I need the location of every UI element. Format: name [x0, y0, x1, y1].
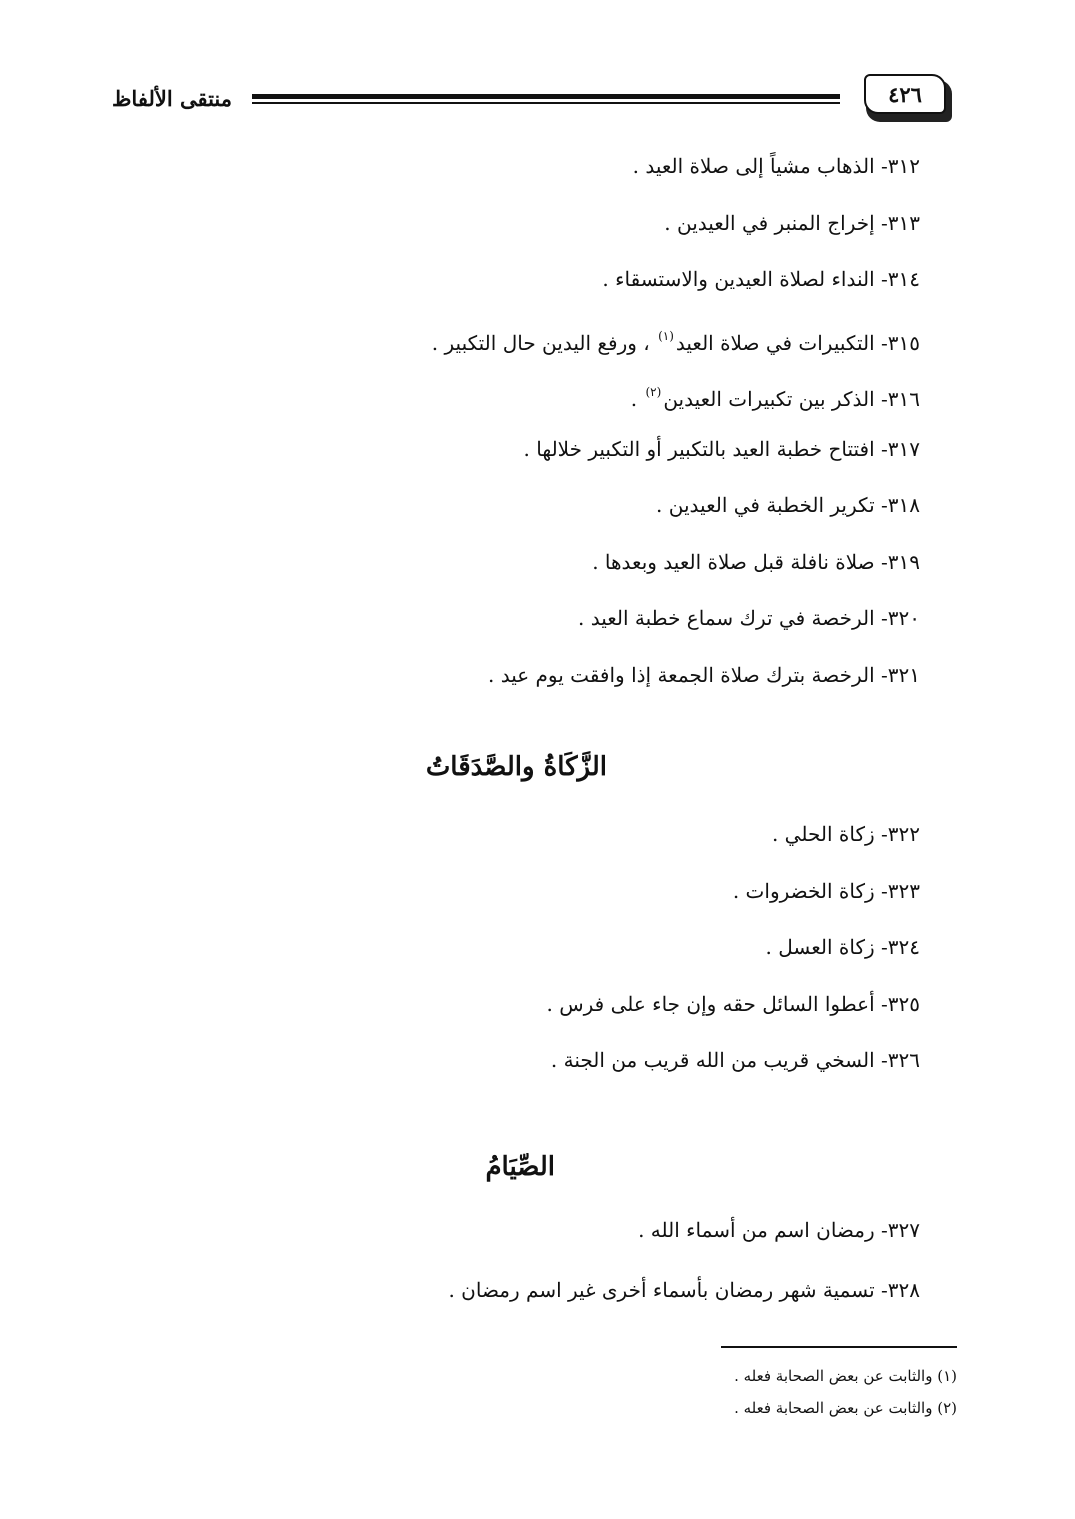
list-item: ٣١٩- صلاة نافلة قبل صلاة العيد وبعدها . [592, 549, 920, 574]
list-item: ٣٢٢- زكاة الحلي . [771, 822, 920, 846]
footnotes-list [734, 1360, 957, 1424]
list-item [432, 316, 920, 373]
footnote-ref-1[interactable]: (١) [658, 328, 674, 343]
item-text: ٣١٥- التكبيرات في صلاة العيد [675, 330, 920, 355]
header-divider [252, 94, 840, 104]
list-item: ٣١٧- افتتاح خطبة العيد بالتكبير أو التكبير خلالها . [523, 436, 920, 461]
eid-topics-list [432, 146, 920, 711]
list-item: ٣١٨- تكرير الخطبة في العيدين . [656, 493, 920, 517]
footnote-ref-2[interactable]: (٢) [645, 385, 662, 399]
list-item: ٣١٤- النداء لصلاة العيدين والاستسقاء . [602, 267, 920, 291]
list-item [432, 372, 920, 429]
page-number-frame [860, 74, 952, 122]
page-number: ٤٢٦ [864, 74, 946, 114]
list-item: ٣٢٣- زكاة الخضروات . [732, 878, 920, 903]
list-item: ٣٢٧- رمضان اسم من أسماء الله . [638, 1218, 920, 1242]
list-item: ٣٢٥- أعطوا السائل حقه وإن جاء على فرس . [546, 991, 920, 1016]
footnote-2: (٢) والثابت عن بعض الصحابة فعله . [734, 1399, 957, 1417]
section-heading-zakat: الزَّكَاةُ والصَّدَقَاتُ [425, 752, 607, 782]
list-item: ٣٢١- الرخصة بترك صلاة الجمعة إذا وافقت يوم عيد . [488, 662, 920, 687]
siyam-topics-list [448, 1210, 920, 1330]
page-header [112, 74, 952, 130]
list-item: ٣٢٨- تسمية شهر رمضان بأسماء أخرى غير اسم رمضان . [448, 1278, 920, 1302]
list-item: ٣٢٠- الرخصة في ترك سماع خطبة العيد . [578, 606, 920, 630]
footnote-1: (١) والثابت عن بعض الصحابة فعله . [734, 1367, 957, 1385]
section-heading-siyam: الصِّيَامُ [485, 1152, 555, 1182]
book-title: منتقى الألفاظ [112, 86, 233, 111]
list-item: ٣٢٦- السخي قريب من الله قريب من الجنة . [550, 1048, 920, 1072]
item-text: . [630, 387, 644, 411]
list-item: ٣١٣- إخراج المنبر في العيدين . [664, 210, 920, 235]
zakat-topics-list [547, 814, 921, 1097]
list-item: ٣٢٤- زكاة العسل . [765, 935, 920, 959]
item-text: ، ورفع اليدين حال التكبير . [431, 330, 657, 355]
header-divider-thin [252, 102, 840, 104]
footnote-divider [721, 1346, 957, 1348]
list-item: ٣١٢- الذهاب مشياً إلى صلاة العيد . [632, 154, 920, 178]
item-text: ٣١٦- الذكر بين تكبيرات العيدين [663, 387, 920, 411]
